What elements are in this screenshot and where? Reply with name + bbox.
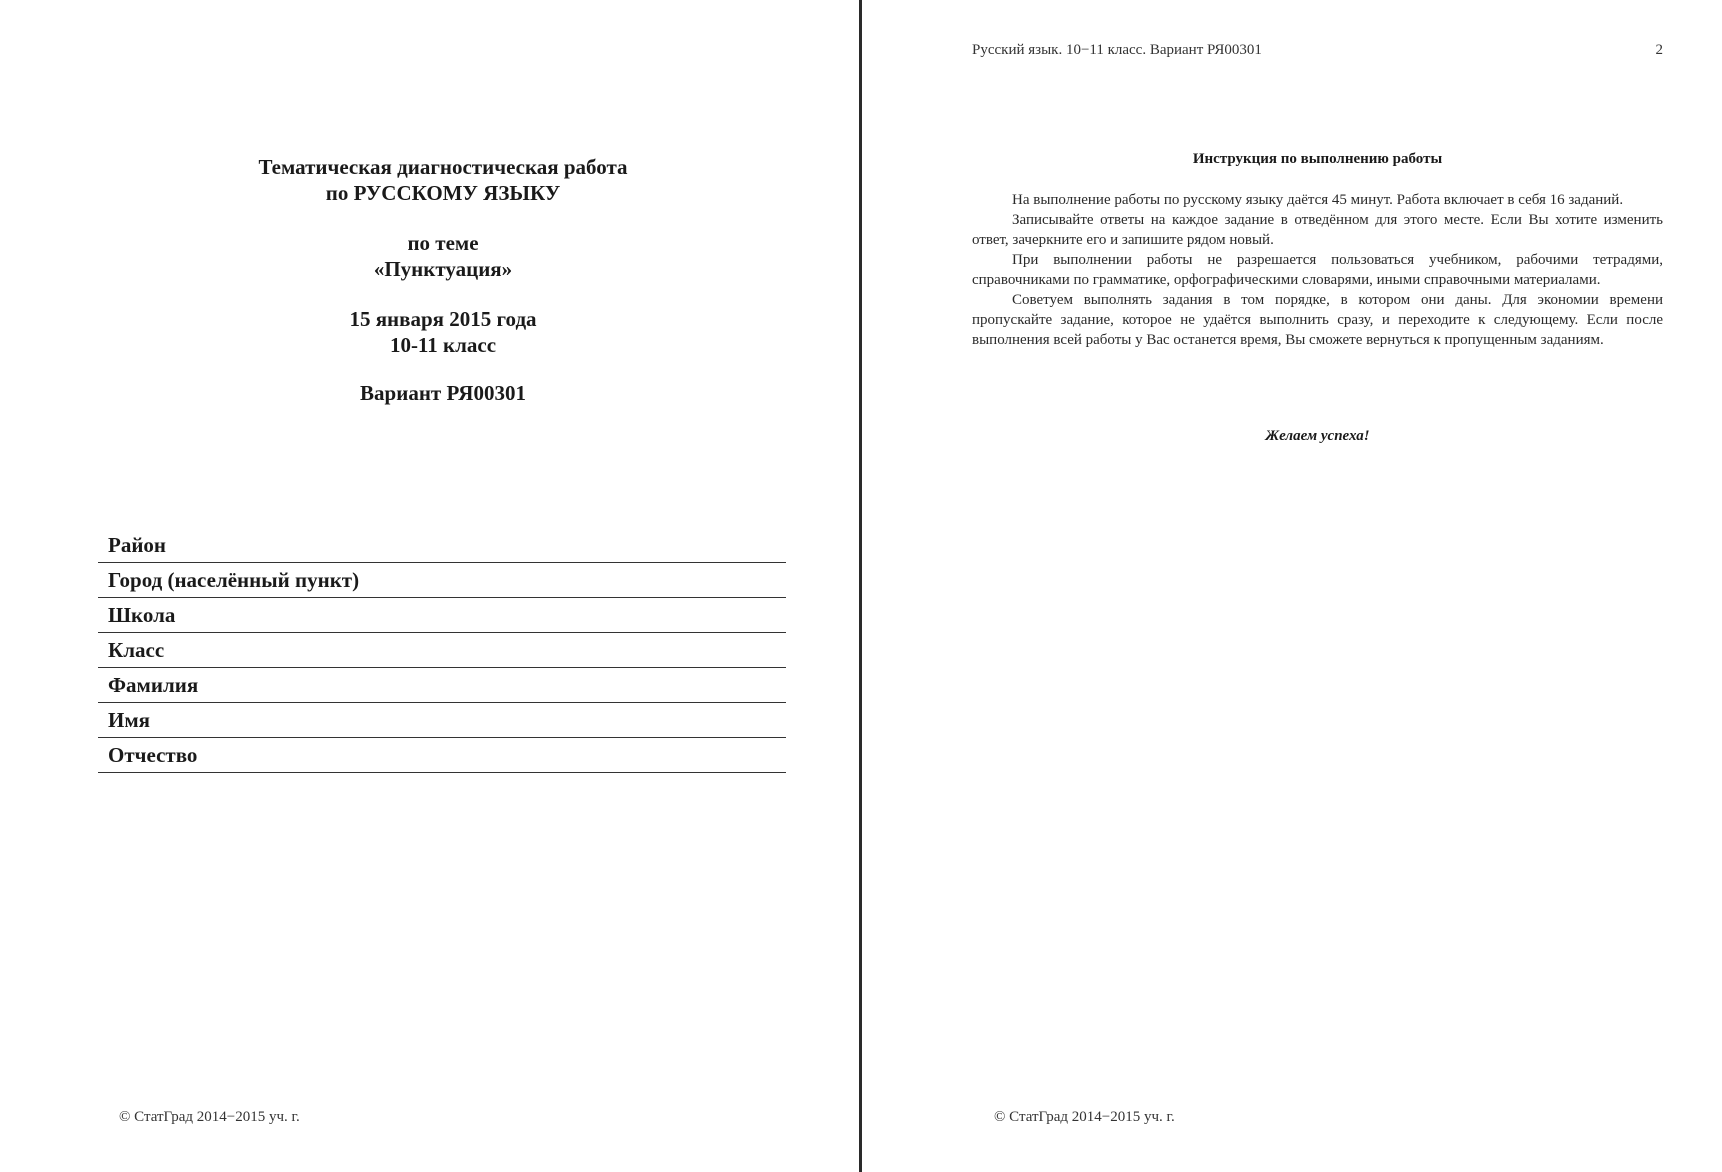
page-number: 2 (1655, 42, 1663, 58)
title-block (0, 154, 886, 430)
instructions-body (972, 190, 1663, 350)
instruction-paragraph: На выполнение работы по русскому языку даётся 45 минут. Работа включает в себя 16 заданий. (1012, 192, 1624, 208)
form-row-class[interactable] (98, 633, 786, 668)
copyright-footer: © СтатГрад 2014−2015 уч. г. (119, 1109, 300, 1125)
good-luck-wish: Желаем успеха! (1265, 428, 1370, 444)
instruction-paragraph: Советуем выполнять задания в том порядке, в котором они даны. Для экономии времени пропускайте задание, которое не удаётся выполнить сразу, и переходите к следующему. Если после выполнения всей работы у Вас останется время, Вы сможете вернуться к пропущенным заданиям. (972, 292, 1663, 348)
title-line-1: Тематическая диагностическая работа (258, 155, 628, 179)
form-label-city: Город (населённый пункт) (108, 568, 360, 592)
date-group (0, 306, 886, 358)
form-row-surname[interactable] (98, 668, 786, 703)
form-row-district[interactable] (98, 528, 786, 563)
form-row-city[interactable] (98, 563, 786, 598)
topic-group (0, 230, 886, 282)
form-row-school[interactable] (98, 598, 786, 633)
header-text: Русский язык. 10−11 класс. Вариант РЯ00301 (972, 42, 1262, 58)
title-line-2: по РУССКОМУ ЯЗЫКУ (325, 181, 561, 205)
instruction-paragraph: При выполнении работы не разрешается пользоваться учебником, рабочими тетрадями, справочниками по грамматике, орфографическими словарями, иными справочными материалами. (972, 252, 1663, 288)
instructions-page (862, 0, 1722, 1172)
student-info-form (98, 528, 786, 773)
form-label-surname: Фамилия (108, 673, 199, 697)
copyright-footer: © СтатГрад 2014−2015 уч. г. (994, 1109, 1175, 1125)
variant-group (0, 380, 886, 406)
form-label-name: Имя (108, 708, 150, 732)
exam-date: 15 января 2015 года (349, 307, 537, 331)
title-group (0, 154, 886, 206)
form-label-class: Класс (108, 638, 165, 662)
instruction-paragraph: Записывайте ответы на каждое задание в отведённом для этого месте. Если Вы хотите изменить ответ, зачеркните его и запишите рядом новый. (972, 212, 1663, 248)
form-row-name[interactable] (98, 703, 786, 738)
topic-name: «Пунктуация» (373, 257, 513, 281)
topic-label: по теме (407, 231, 479, 255)
title-page (0, 0, 859, 1172)
running-header (972, 42, 1663, 59)
form-label-school: Школа (108, 603, 176, 627)
variant-label: Вариант РЯ00301 (360, 381, 526, 405)
instructions-title: Инструкция по выполнению работы (1192, 151, 1443, 167)
grade-label: 10-11 класс (389, 333, 497, 357)
form-row-patronymic[interactable] (98, 738, 786, 773)
form-label-patronymic: Отчество (108, 743, 198, 767)
form-label-district: Район (108, 533, 167, 557)
